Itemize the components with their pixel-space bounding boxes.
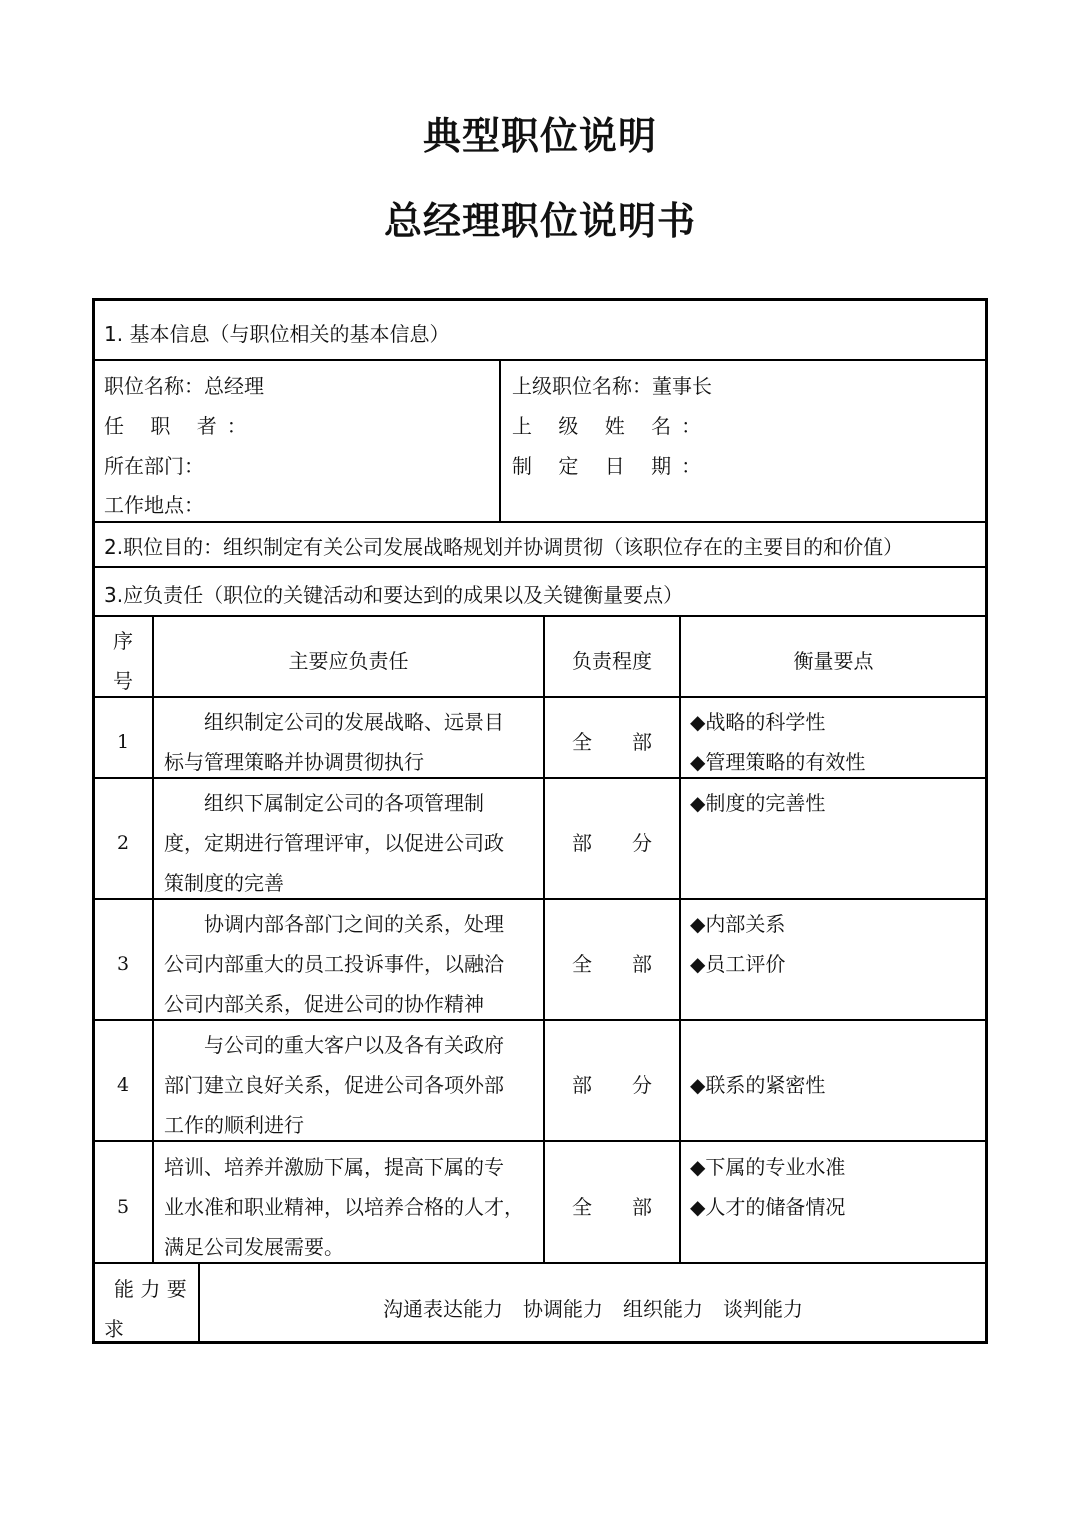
- rule: [92, 359, 988, 361]
- field-position-name: 职位名称：总经理: [104, 374, 264, 398]
- field-department: 所在部门：: [104, 454, 204, 478]
- ability-value: 沟通表达能力 协调能力 组织能力 谈判能力: [383, 1297, 803, 1321]
- section-responsibilities-heading: 3.应负责任（职位的关键活动和要达到的成果以及关键衡量要点）: [104, 583, 684, 607]
- rule: [543, 616, 545, 1263]
- responsibility-level: 部 分: [572, 1073, 652, 1097]
- rule: [679, 616, 681, 1263]
- field-date: 制 定 日 期：: [512, 454, 712, 478]
- ability-label: 能 力 要 求: [104, 1277, 187, 1341]
- col-header-duty: 主要应负责任: [288, 649, 409, 673]
- row-number: 3: [116, 953, 130, 975]
- responsibility-level: 部 分: [572, 831, 652, 855]
- rule: [152, 616, 154, 1263]
- field-superior-name: 上 级 姓 名：: [512, 414, 712, 438]
- document-subtitle: 总经理职位说明书: [383, 199, 696, 243]
- duty-text: 组织制定公司的发展战略、远景目 标与管理策略并协调贯彻执行: [164, 710, 504, 774]
- rule: [92, 696, 988, 698]
- row-number: 1: [116, 731, 130, 753]
- duty-text: 培训、培养并激励下属，提高下属的专 业水准和职业精神，以培养合格的人才， 满足公司发展需要。: [164, 1155, 524, 1259]
- col-header-measure: 衡量要点: [793, 649, 874, 673]
- rule: [499, 360, 501, 522]
- duty-text: 协调内部各部门之间的关系，处理 公司内部重大的员工投诉事件，以融洽 公司内部关系，促进公司的协作精神: [164, 912, 504, 1016]
- measure-points: ◆ 战略的科学性 ◆ 管理策略的有效性: [690, 702, 865, 782]
- col-header-seq: 序 号: [113, 629, 133, 693]
- section-basic-info-heading: 1. 基本信息（与职位相关的基本信息）: [104, 322, 450, 346]
- duty-text: 与公司的重大客户以及各有关政府 部门建立良好关系，促进公司各项外部 工作的顺利进行: [164, 1033, 504, 1137]
- responsibility-level: 全 部: [572, 730, 652, 754]
- rule: [92, 615, 988, 617]
- row-number: 4: [116, 1074, 130, 1096]
- field-work-location: 工作地点：: [104, 493, 204, 517]
- document-title: 典型职位说明: [422, 114, 657, 158]
- responsibility-level: 全 部: [572, 952, 652, 976]
- measure-points: ◆ 联系的紧密性: [690, 1065, 825, 1105]
- section-position-purpose: 2.职位目的：组织制定有关公司发展战略规划并协调贯彻（该职位存在的主要目的和价值）: [104, 535, 904, 559]
- row-number: 5: [116, 1196, 130, 1218]
- col-header-level: 负责程度: [572, 649, 652, 673]
- responsibility-level: 全 部: [572, 1195, 652, 1219]
- field-superior-position: 上级职位名称：董事长: [512, 374, 712, 398]
- duty-text: 组织下属制定公司的各项管理制 度，定期进行管理评审，以促进公司政 策制度的完善: [164, 791, 504, 895]
- measure-points: ◆ 制度的完善性: [690, 783, 825, 823]
- row-number: 2: [116, 832, 130, 854]
- measure-points: ◆ 内部关系 ◆ 员工评价: [690, 904, 785, 984]
- field-incumbent: 任 职 者：: [104, 414, 257, 438]
- rule: [92, 521, 988, 523]
- measure-points: ◆ 下属的专业水准 ◆ 人才的储备情况: [690, 1147, 845, 1227]
